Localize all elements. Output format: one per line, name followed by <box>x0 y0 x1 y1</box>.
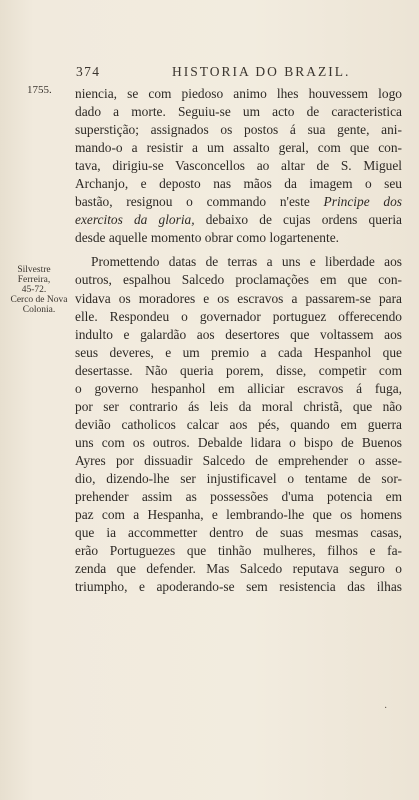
text-segment: uns com os outros. Debalde lidara o bispo de Buenos <box>75 434 402 450</box>
running-title: HISTORIA DO BRAZIL. <box>172 64 351 79</box>
text-segment: mando-o a resistir a um assalto geral, com que con- <box>75 140 402 156</box>
text-line <box>75 193 402 211</box>
text-segment: outros, espalhou Salcedo proclamações em que con- <box>75 272 402 288</box>
text-segment: vidava os moradores e os escravos a passarem-se para <box>75 290 402 306</box>
text-segment: que ia accommetter dentro de suas mesmas casas, <box>75 525 402 541</box>
text-segment: zenda que defender. Mas Salcedo reputava seguro o <box>75 561 402 577</box>
text-line <box>75 452 402 470</box>
text-line <box>75 326 402 344</box>
body-text <box>75 85 402 596</box>
italic-text: Principe dos <box>323 194 402 210</box>
text-line <box>75 506 402 524</box>
text-line <box>75 139 402 157</box>
text-line <box>75 229 402 247</box>
text-line <box>75 470 402 488</box>
text-segment: desde aquelle momento obrar como logartenente. <box>75 230 339 246</box>
text-line <box>75 253 402 271</box>
text-segment: dio, dizendo-lhe ser injustificavel o tentame de sor- <box>75 470 402 486</box>
page-number: 374 <box>76 64 101 79</box>
text-segment: debaixo de cujas ordens queria <box>194 212 402 228</box>
text-line <box>75 362 402 380</box>
text-segment: superstição; assignados os postos á sua gente, ani- <box>75 122 402 138</box>
page-corner-mark: · <box>384 703 388 714</box>
text-line <box>75 380 402 398</box>
text-segment: prehender assim as possessões d'uma potencia em <box>75 489 402 505</box>
text-segment: indulto e galardão aos desertores que voltassem aos <box>75 326 402 342</box>
text-line <box>75 416 402 434</box>
text-segment: paz com a Hespanha, e lembrando-lhe que os homens <box>75 507 402 523</box>
text-line <box>75 488 402 506</box>
margin-note-place <box>6 295 72 315</box>
margin-note-source-line: 45-72. <box>21 285 47 295</box>
text-segment: desertasse. Não queria porem, disse, competir com <box>75 362 402 378</box>
margin-note-place-line: Colonia. <box>22 305 56 315</box>
text-segment: devião catholicos calcar aos pés, quando em guerra <box>75 416 402 432</box>
text-line <box>75 560 402 578</box>
text-line <box>75 578 402 596</box>
text-line <box>75 175 402 193</box>
italic-text: exercitos da gloria, <box>75 212 195 228</box>
margin-note-place-line: Cerco de Nova <box>10 295 68 305</box>
text-segment: tava, dirigiu-se Vasconcellos ao altar de S. Miguel <box>75 158 402 174</box>
margin-note-year: 1755. <box>27 84 52 96</box>
text-line <box>75 211 402 229</box>
text-segment: por ser contrario ás leis da moral christã, que não <box>75 398 402 414</box>
text-line <box>75 398 402 416</box>
text-line <box>75 103 402 121</box>
text-line <box>75 542 402 560</box>
text-line <box>75 157 402 175</box>
text-line <box>75 524 402 542</box>
text-segment: Archanjo, e deposto nas mãos da imagem o seu <box>75 176 402 192</box>
text-segment: Promettendo datas de terras a uns e liberdade aos <box>91 254 402 270</box>
text-line <box>75 308 402 326</box>
text-segment: o governo hespanhol em alliciar escravos á fuga, <box>75 380 402 396</box>
text-line <box>75 85 402 103</box>
text-segment: seus deveres, e um premio a cada Hespanhol que <box>75 344 402 360</box>
margin-note-source-line: Silvestre <box>17 265 51 275</box>
text-line <box>75 344 402 362</box>
text-segment: Ayres por dissuadir Salcedo de emprehender o asse- <box>75 452 402 468</box>
text-line <box>75 434 402 452</box>
text-segment: dado a morte. Seguiu-se um acto de caracteristica <box>75 104 402 120</box>
text-segment: triumpho, e apoderando-se sem resistencia das ilhas <box>75 579 402 595</box>
text-line <box>75 290 402 308</box>
text-line <box>75 271 402 289</box>
margin-note-source-line: Ferreira, <box>17 275 51 285</box>
text-segment: elle. Respondeu o governador portuguez offerecendo <box>75 308 402 324</box>
margin-note-source <box>6 265 62 295</box>
text-line <box>75 121 402 139</box>
page-header <box>76 64 396 84</box>
text-segment: erão Portuguezes que tinhão mulheres, filhos e fa- <box>75 543 402 559</box>
text-segment: bastão, resignou o commando n'este <box>75 194 324 210</box>
text-segment: niencia, se com piedoso animo lhes houvessem logo <box>75 86 402 101</box>
